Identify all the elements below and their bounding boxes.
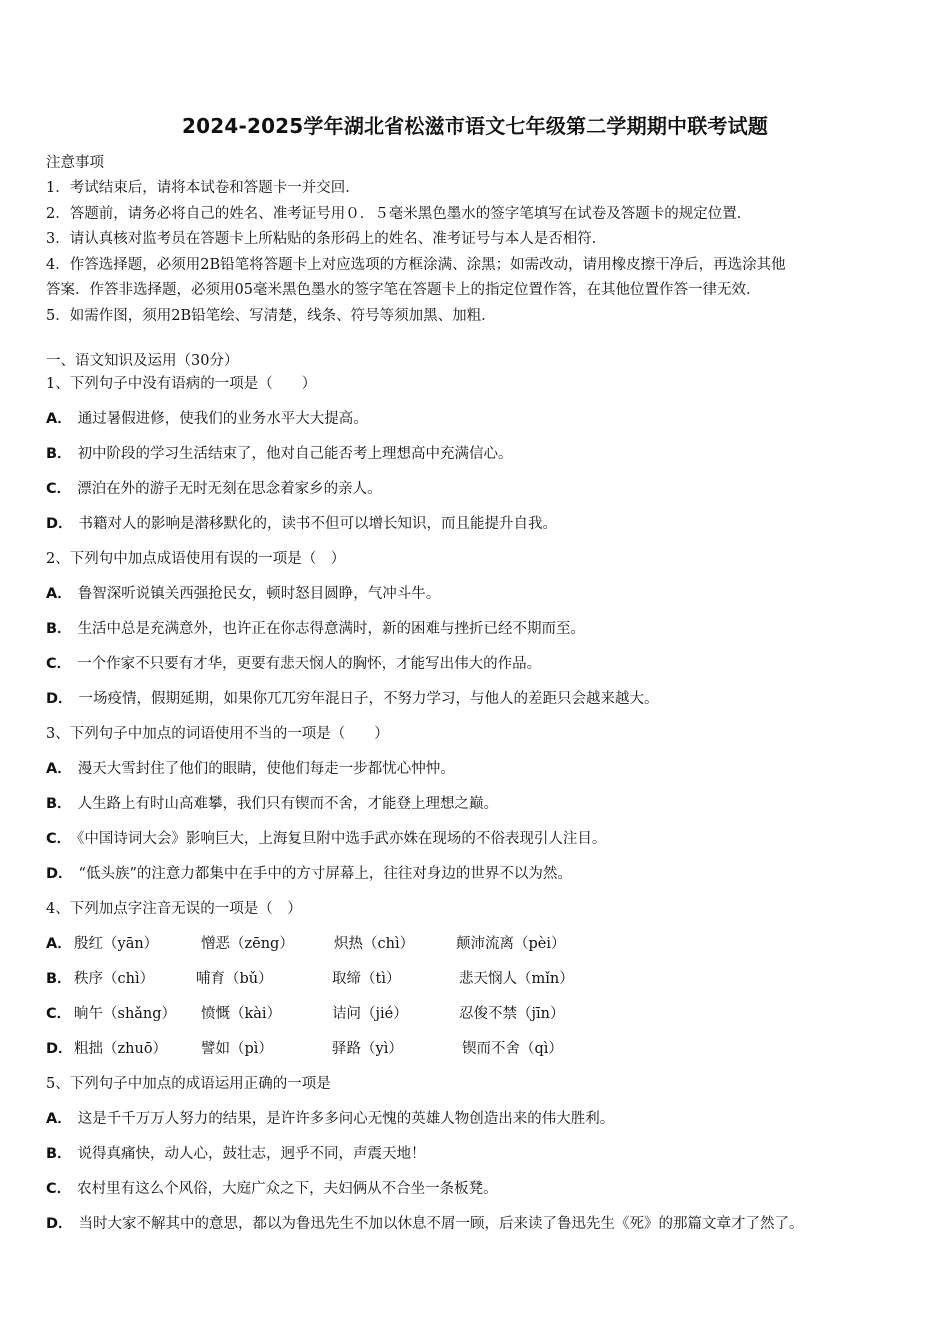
- option-label: D．: [46, 1216, 73, 1232]
- question-stem-5: 5、下列句子中加点的成语运用正确的一项是: [46, 1076, 331, 1092]
- question-list: [46, 372, 916, 1247]
- option-3b: [46, 792, 916, 827]
- option-3d: [46, 862, 916, 897]
- option-text: 初中阶段的学习生活结束了，他对自己能否考上理想高中充满信心。: [77, 446, 513, 462]
- pinyin-item: 颠沛流离（pèi）: [456, 936, 566, 952]
- notice-line: 2．答题前，请务必将自己的姓名、准考证号用０．５毫米黑色墨水的签字笔填写在试卷及答题卡的规定位置．: [46, 205, 752, 222]
- pinyin-item: 粗拙（zhuō）: [74, 1041, 168, 1057]
- option-text: 漂泊在外的游子无时无刻在思念着家乡的亲人。: [77, 481, 382, 497]
- option-text: 人生路上有时山高难攀，我们只有锲而不舍，才能登上理想之巅。: [77, 796, 499, 812]
- option-label: B．: [46, 446, 72, 462]
- option-1d: [46, 512, 916, 547]
- option-label: C．: [46, 1181, 72, 1197]
- pinyin-item: 炽热（chì）: [334, 936, 415, 952]
- option-label: D．: [46, 1041, 73, 1057]
- option-text: 农村里有这么个风俗，大庭广众之下，夫妇俩从不合坐一条板凳。: [77, 1181, 498, 1197]
- notice-line: 4．作答选择题，必须用2B铅笔将答题卡上对应选项的方框涂满、涂黑；如需改动，请用橡皮擦干净后，再选涂其他: [46, 256, 786, 273]
- pinyin-item: 悲天悯人（mǐn）: [459, 971, 574, 987]
- option-1a: [46, 407, 916, 442]
- notice-line: 1．考试结束后，请将本试卷和答题卡一并交回．: [46, 180, 360, 196]
- option-1c: [46, 477, 916, 512]
- option-label: B．: [46, 971, 72, 987]
- option-label: B．: [46, 796, 72, 812]
- question-stem-2: 2、下列句中加点成语使用有误的一项是（ ）: [46, 551, 346, 567]
- option-label: C．: [46, 831, 72, 847]
- question-stem-1: 1、下列句子中没有语病的一项是（ ）: [46, 376, 317, 392]
- option-2c: [46, 652, 916, 687]
- section-title: 一、语文知识及运用（30分）: [46, 353, 239, 369]
- option-5d: [46, 1212, 916, 1247]
- option-4b: [46, 967, 916, 1002]
- option-label: C．: [46, 656, 72, 672]
- notice-block: [46, 150, 916, 329]
- option-text: 生活中总是充满意外，也许正在你志得意满时，新的困难与挫折已经不期而至。: [77, 621, 586, 637]
- notice-heading: 注意事项: [46, 155, 104, 171]
- pinyin-item: 哺育（bǔ）: [196, 971, 273, 987]
- question-stem-3: 3、下列句子中加点的词语使用不当的一项是（ ）: [46, 726, 389, 742]
- option-label: A．: [46, 761, 72, 777]
- option-1b: [46, 442, 916, 477]
- pinyin-item: 愤慨（kài）: [201, 1006, 282, 1022]
- pinyin-item: 憎恶（zēng）: [201, 936, 294, 952]
- notice-line: 5．如需作图，须用2B铅笔绘、写清楚，线条、符号等须加黑、加粗．: [46, 307, 496, 324]
- option-text: 说得真痛快，动人心，鼓壮志，迥乎不同，声震天地！: [77, 1146, 426, 1162]
- option-3a: [46, 757, 916, 792]
- pinyin-item: 忍俊不禁（jīn）: [459, 1006, 565, 1022]
- option-label: D．: [46, 516, 73, 532]
- option-5a: [46, 1107, 916, 1142]
- pinyin-item: 驿路（yì）: [332, 1041, 403, 1057]
- option-4a: [46, 932, 916, 967]
- pinyin-item: 诘问（jié）: [332, 1006, 408, 1022]
- option-text: 通过暑假进修，使我们的业务水平大大提高。: [77, 411, 368, 427]
- option-text: 漫天大雪封住了他们的眼睛，使他们每走一步都忧心忡忡。: [77, 761, 455, 777]
- option-label: A．: [46, 411, 72, 427]
- pinyin-item: 锲而不舍（qì）: [462, 1041, 563, 1057]
- option-text: 书籍对人的影响是潜移默化的，读书不但可以增长知识，而且能提升自我。: [78, 516, 558, 532]
- page-title: 2024-2025学年湖北省松滋市语文七年级第二学期期中联考试题: [181, 114, 769, 138]
- notice-line: 3．请认真核对监考员在答题卡上所粘贴的条形码上的姓名、准考证号与本人是否相符．: [46, 231, 607, 247]
- pinyin-item: 晌午（shǎng）: [74, 1006, 177, 1022]
- option-label: A．: [46, 1111, 72, 1127]
- option-5c: [46, 1177, 916, 1212]
- option-2b: [46, 617, 916, 652]
- pinyin-item: 秩序（chì）: [74, 971, 155, 987]
- option-4c: [46, 1002, 916, 1037]
- pinyin-item: 殷红（yān）: [74, 936, 159, 952]
- option-label: A．: [46, 936, 72, 952]
- option-3c: [46, 827, 916, 862]
- option-label: C．: [46, 481, 72, 497]
- option-label: A．: [46, 586, 72, 602]
- option-label: D．: [46, 866, 73, 882]
- option-text: 一场疫情，假期延期，如果你兀兀穷年混日子，不努力学习，与他人的差距只会越来越大。: [78, 691, 659, 707]
- option-text: “低头族”的注意力都集中在手中的方寸屏幕上，往往对身边的世界不以为然。: [78, 866, 572, 882]
- pinyin-item: 譬如（pì）: [201, 1041, 273, 1057]
- option-text: 这是千千万万人努力的结果，是许许多多问心无愧的英雄人物创造出来的伟大胜利。: [77, 1111, 615, 1127]
- option-label: C．: [46, 1006, 72, 1022]
- notice-line: 答案．作答非选择题，必须用05毫米黑色墨水的签字笔在答题卡上的指定位置作答，在其他位置作答一律无效．: [46, 282, 761, 298]
- option-4d: [46, 1037, 916, 1072]
- question-stem-4: 4、下列加点字注音无误的一项是（ ）: [46, 901, 302, 917]
- option-5b: [46, 1142, 916, 1177]
- option-label: B．: [46, 621, 72, 637]
- option-text: 《中国诗词大会》影响巨大，上海复旦附中选手武亦姝在现场的不俗表现引人注目。: [77, 831, 607, 847]
- option-text: 当时大家不解其中的意思，都以为鲁迅先生不加以休息不屑一顾，后来读了鲁迅先生《死》的那篇文章才了然了。: [78, 1216, 804, 1232]
- option-text: 鲁智深听说镇关西强抢民女，顿时怒目圆睁，气冲斗牛。: [77, 586, 441, 602]
- option-label: B．: [46, 1146, 72, 1162]
- option-text: 一个作家不只要有才华，更要有悲天悯人的胸怀，才能写出伟大的作品。: [77, 656, 542, 672]
- option-2a: [46, 582, 916, 617]
- pinyin-item: 取缔（tì）: [332, 971, 401, 987]
- option-label: D．: [46, 691, 73, 707]
- option-2d: [46, 687, 916, 722]
